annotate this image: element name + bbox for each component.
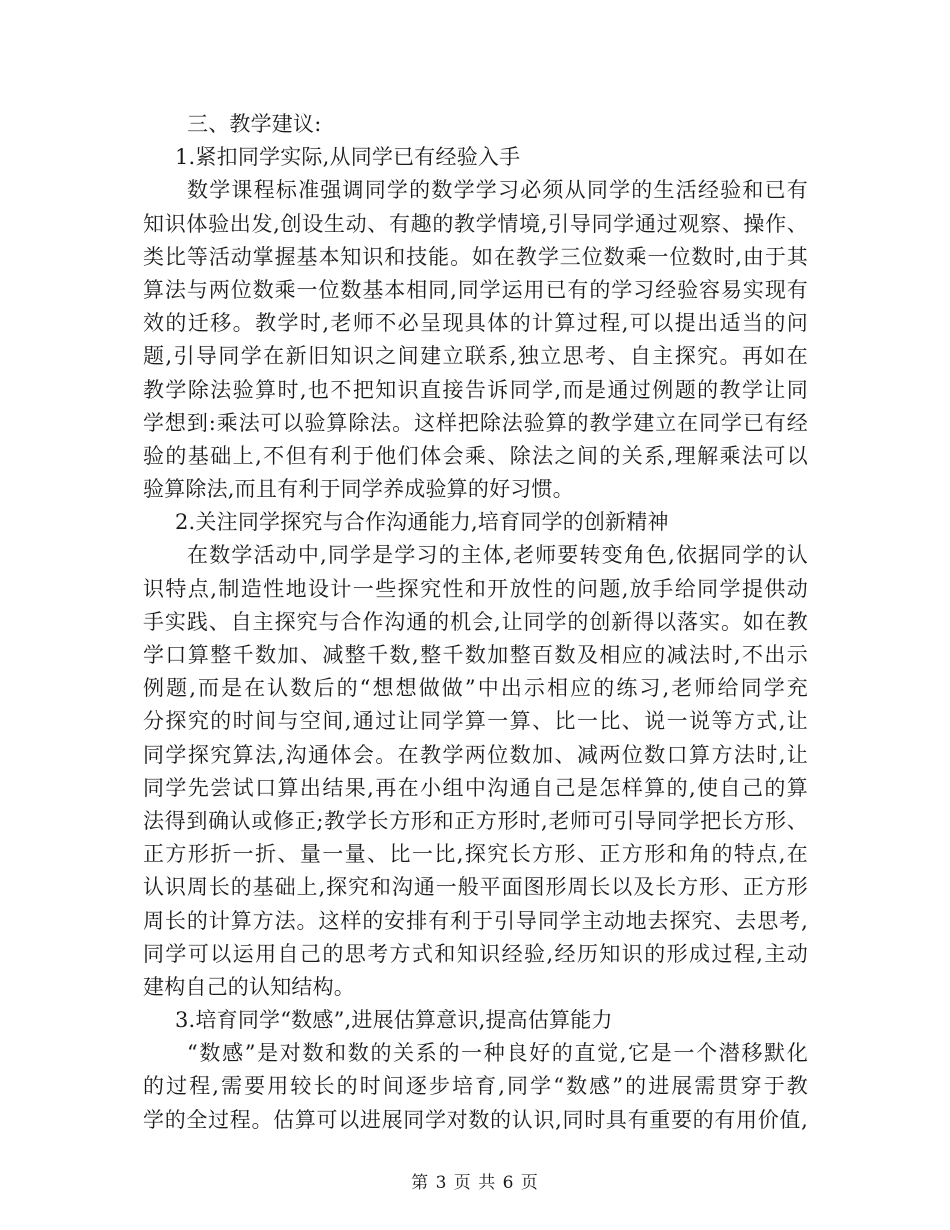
text-line: 1.紧扣同学实际,从同学已有经验入手: [175, 145, 521, 170]
text-line: 同学先尝试口算出结果,再在小组中沟通自己是怎样算的,使自己的算: [143, 775, 808, 800]
document-body: [143, 108, 808, 1137]
text-line: 三、教学建议:: [187, 112, 322, 136]
text-line: 学的全过程。估算可以进展同学对数的认识,同时具有重要的有用价值,: [143, 1107, 808, 1132]
text-line: 认识周长的基础上,探究和沟通一般平面图形周长以及长方形、正方形: [143, 875, 808, 900]
text-line: 算法与两位数乘一位数基本相同,同学运用已有的学习经验容易实现有: [143, 277, 808, 302]
text-line: 3.培育同学“数感”,进展估算意识,提高估算能力: [175, 1008, 613, 1033]
text-line: 学想到:乘法可以验算除法。这样把除法验算的教学建立在同学已有经: [143, 410, 808, 435]
text-line: 分探究的时间与空间,通过让同学算一算、比一比、说一说等方式,让: [143, 709, 808, 734]
text-line: 手实践、自主探究与合作沟通的机会,让同学的创新得以落实。如在教: [143, 609, 808, 634]
text-line: 识特点,制造性地设计一些探究性和开放性的问题,放手给同学提供动: [143, 576, 808, 601]
text-line: 验算除法,而且有利于同学养成验算的好习惯。: [143, 477, 574, 502]
text-line: 同学探究算法,沟通体会。在教学两位数加、减两位数口算方法时,让: [143, 742, 808, 767]
text-line: 2.关注同学探究与合作沟通能力,培育同学的创新精神: [175, 510, 669, 535]
text-line: 知识体验出发,创设生动、有趣的教学情境,引导同学通过观察、操作、: [143, 211, 808, 236]
text-line: 同学可以运用自己的思考方式和知识经验,经历知识的形成过程,主动: [143, 941, 808, 966]
text-line: 周长的计算方法。这样的安排有利于引导同学主动地去探究、去思考,: [143, 908, 808, 933]
page-number-label: 第 3 页 共 6 页: [411, 1173, 539, 1193]
text-line: 法得到确认或修正;教学长方形和正方形时,老师可引导同学把长方形、: [143, 808, 808, 833]
text-line: 教学除法验算时,也不把知识直接告诉同学,而是通过例题的教学让同: [143, 377, 808, 402]
text-line: 在数学活动中,同学是学习的主体,老师要转变角色,依据同学的认: [187, 543, 808, 568]
page-footer: [0, 1171, 950, 1195]
text-line: 正方形折一折、量一量、比一比,探究长方形、正方形和角的特点,在: [143, 842, 808, 867]
text-line: 题,引导同学在新旧知识之间建立联系,独立思考、自主探究。再如在: [143, 344, 808, 369]
text-line: 例题,而是在认数后的“想想做做”中出示相应的练习,老师给同学充: [143, 676, 808, 701]
text-line: 数学课程标准强调同学的数学学习必须从同学的生活经验和已有: [187, 178, 808, 203]
text-line: 学口算整千数加、减整千数,整千数加整百数及相应的减法时,不出示: [143, 643, 808, 667]
text-line: 建构自己的认知结构。: [143, 974, 355, 999]
text-line: 类比等活动掌握基本知识和技能。如在教学三位数乘一位数时,由于其: [143, 244, 808, 269]
text-line: 的过程,需要用较长的时间逐步培育,同学“数感”的进展需贯穿于教: [143, 1074, 808, 1099]
text-line: “数感”是对数和数的关系的一种良好的直觉,它是一个潜移默化: [187, 1041, 808, 1066]
text-line: 效的迁移。教学时,老师不必呈现具体的计算过程,可以提出适当的问: [143, 311, 808, 336]
text-line: 验的基础上,不但有利于他们体会乘、除法之间的关系,理解乘法可以: [143, 443, 808, 468]
